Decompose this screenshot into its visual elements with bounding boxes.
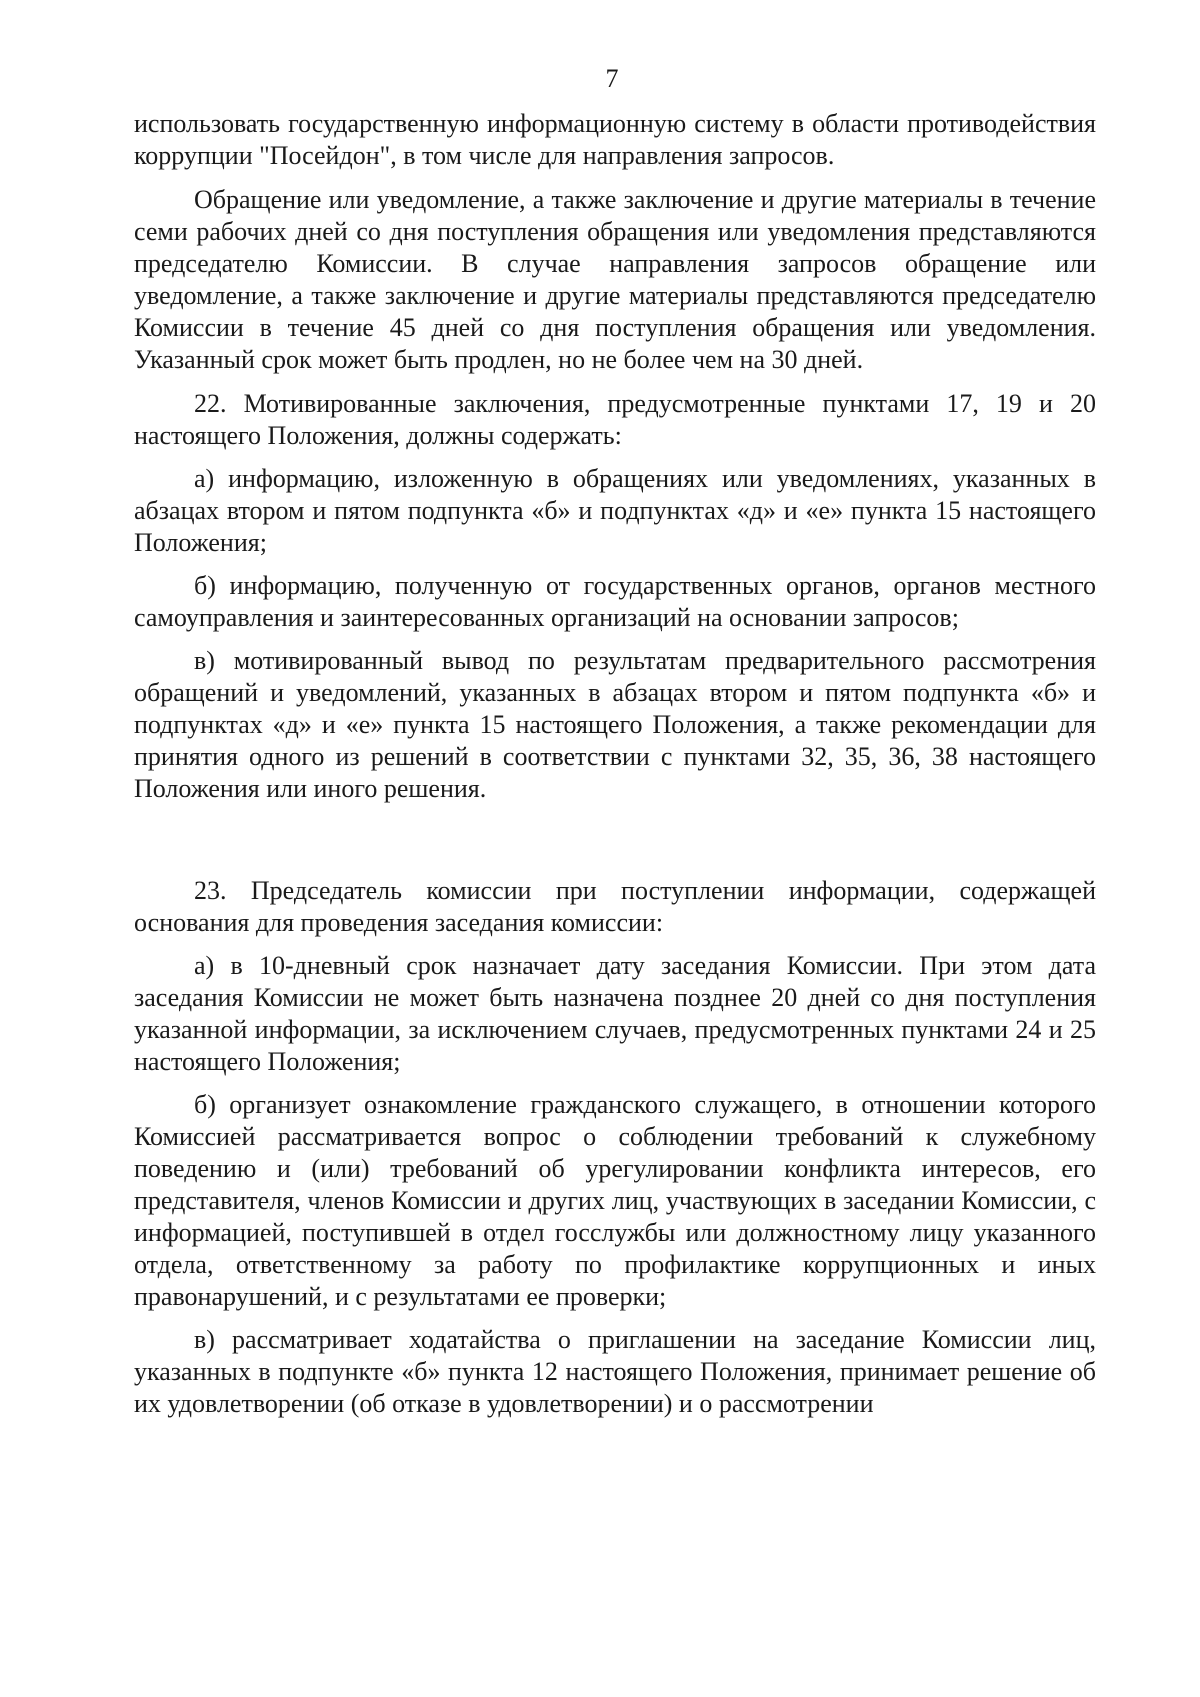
paragraph-clause-22: 22. Мотивированные заключения, предусмотренные пунктами 17, 19 и 20 настоящего Положения, должны содержать: [134,389,1096,450]
page-number: 7 [605,64,619,93]
document-body [134,108,1096,1420]
paragraph-clause-23-v: в) рассматривает ходатайства о приглашении на заседание Комиссии лиц, указанных в подпункте «б» пункта 12 настоящего Положения, принимает решение об их удовлетворении (об отказе в удовлетворении) и о рассмотрении [134,1325,1096,1418]
paragraph-clause-23-b: б) организует ознакомление гражданского служащего, в отношении которого Комиссией рассматривается вопрос о соблюдении требований к служебному поведению и (или) требований об урегулировании конфликта интересов, его представителя, членов Комиссии и других лиц, участвующих в заседании Комиссии, с информацией, поступившей в отдел госслужбы или должностному лицу указанного отдела, ответственному за работу по профилактике коррупционных и иных правонарушений, и с результатами ее проверки; [134,1090,1096,1311]
paragraph-clause-22-a: а) информацию, изложенную в обращениях или уведомлениях, указанных в абзацах втором и пятом подпункта «б» и подпунктах «д» и «е» пункта 15 настоящего Положения; [134,464,1096,557]
paragraph-continuation: использовать государственную информационную систему в области противодействия коррупции "Посейдон", в том числе для направления запросов. [134,109,1096,170]
paragraph-clause-22-v: в) мотивированный вывод по результатам предварительного рассмотрения обращений и уведомлений, указанных в абзацах втором и пятом подпункта «б» и подпунктах «д» и «е» пункта 15 настоящего Положения, а также рекомендации для принятия одного из решений в соответствии с пунктами 32, 35, 36, 38 настоящего Положения или иного решения. [134,646,1096,803]
paragraph-clause-23: 23. Председатель комиссии при поступлении информации, содержащей основания для проведения заседания комиссии: [134,876,1096,937]
paragraph-clause-22-b: б) информацию, полученную от государственных органов, органов местного самоуправления и заинтересованных организаций на основании запросов; [134,571,1096,632]
paragraph-clause-23-a: а) в 10-дневный срок назначает дату заседания Комиссии. При этом дата заседания Комиссии не может быть назначена позднее 20 дней со дня поступления указанной информации, за исключением случаев, предусмотренных пунктами 24 и 25 настоящего Положения; [134,951,1096,1076]
paragraph-review-terms: Обращение или уведомление, а также заключение и другие материалы в течение семи рабочих дней со дня поступления обращения или уведомления представляются председателю Комиссии. В случае направления запросов обращение или уведомление, а также заключение и другие материалы представляются председателю Комиссии в течение 45 дней со дня поступления обращения или уведомления. Указанный срок может быть продлен, но не более чем на 30 дней. [134,185,1096,374]
